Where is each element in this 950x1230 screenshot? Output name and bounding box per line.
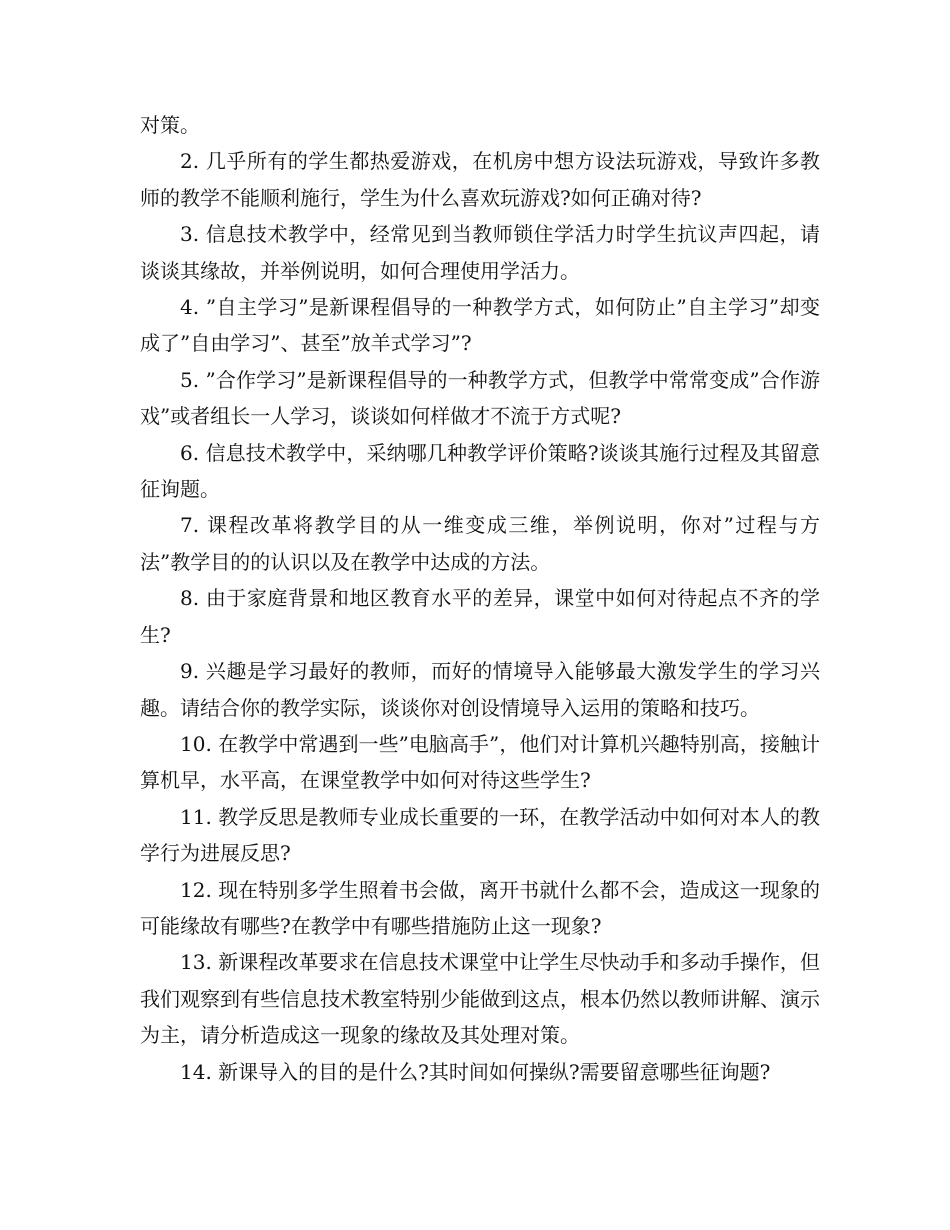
paragraph-continuation: 对策。 — [140, 113, 200, 137]
document-body — [140, 107, 820, 1090]
question-13: 13. 新课程改革要求在信息技术课堂中让学生尽快动手和多动手操作，但我们观察到有些信息技术教室特别少能做到这点，根本仍然以教师讲解、演示为主，请分析造成这一现象的缘故及其处理对策。 — [140, 950, 820, 1048]
question-8: 8. 由于家庭背景和地区教育水平的差异，课堂中如何对待起点不齐的学生? — [140, 586, 820, 647]
question-14: 14. 新课导入的目的是什么?其时间如何操纵?需要留意哪些征询题? — [180, 1059, 771, 1084]
question-7: 7. 课程改革将教学目的从一维变成三维，举例说明，你对”过程与方法”教学目的的认识以及在教学中达成的方法。 — [140, 513, 820, 574]
question-10: 10. 在教学中常遇到一些”电脑高手”，他们对计算机兴趣特别高，接触计算机早，水平高，在课堂教学中如何对待这些学生? — [140, 731, 820, 793]
question-6: 6. 信息技术教学中，采纳哪几种教学评价策略?谈谈其施行过程及其留意征询题。 — [140, 440, 820, 502]
question-3: 3. 信息技术教学中，经常见到当教师锁住学活力时学生抗议声四起，请谈谈其缘故，并举例说明，如何合理使用学活力。 — [140, 222, 820, 283]
question-11: 11. 教学反思是教师专业成长重要的一环，在教学活动中如何对本人的教学行为进展反思? — [140, 804, 820, 866]
question-4: 4. ”自主学习”是新课程倡导的一种教学方式，如何防止”自主学习”却变成了”自由学习”、甚至”放羊式学习”? — [140, 295, 820, 356]
question-2: 2. 几乎所有的学生都热爱游戏，在机房中想方设法玩游戏，导致许多教师的教学不能顺利施行，学生为什么喜欢玩游戏?如何正确对待? — [140, 149, 820, 210]
question-9: 9. 兴趣是学习最好的教师，而好的情境导入能够最大激发学生的学习兴趣。请结合你的教学实际，谈谈你对创设情境导入运用的策略和技巧。 — [140, 659, 820, 720]
question-12: 12. 现在特别多学生照着书会做，离开书就什么都不会，造成这一现象的可能缘故有哪些?在教学中有哪些措施防止这一现象? — [140, 877, 820, 938]
question-5: 5. ”合作学习”是新课程倡导的一种教学方式，但教学中常常变成”合作游戏”或者组长一人学习，谈谈如何样做才不流于方式呢? — [140, 367, 820, 429]
